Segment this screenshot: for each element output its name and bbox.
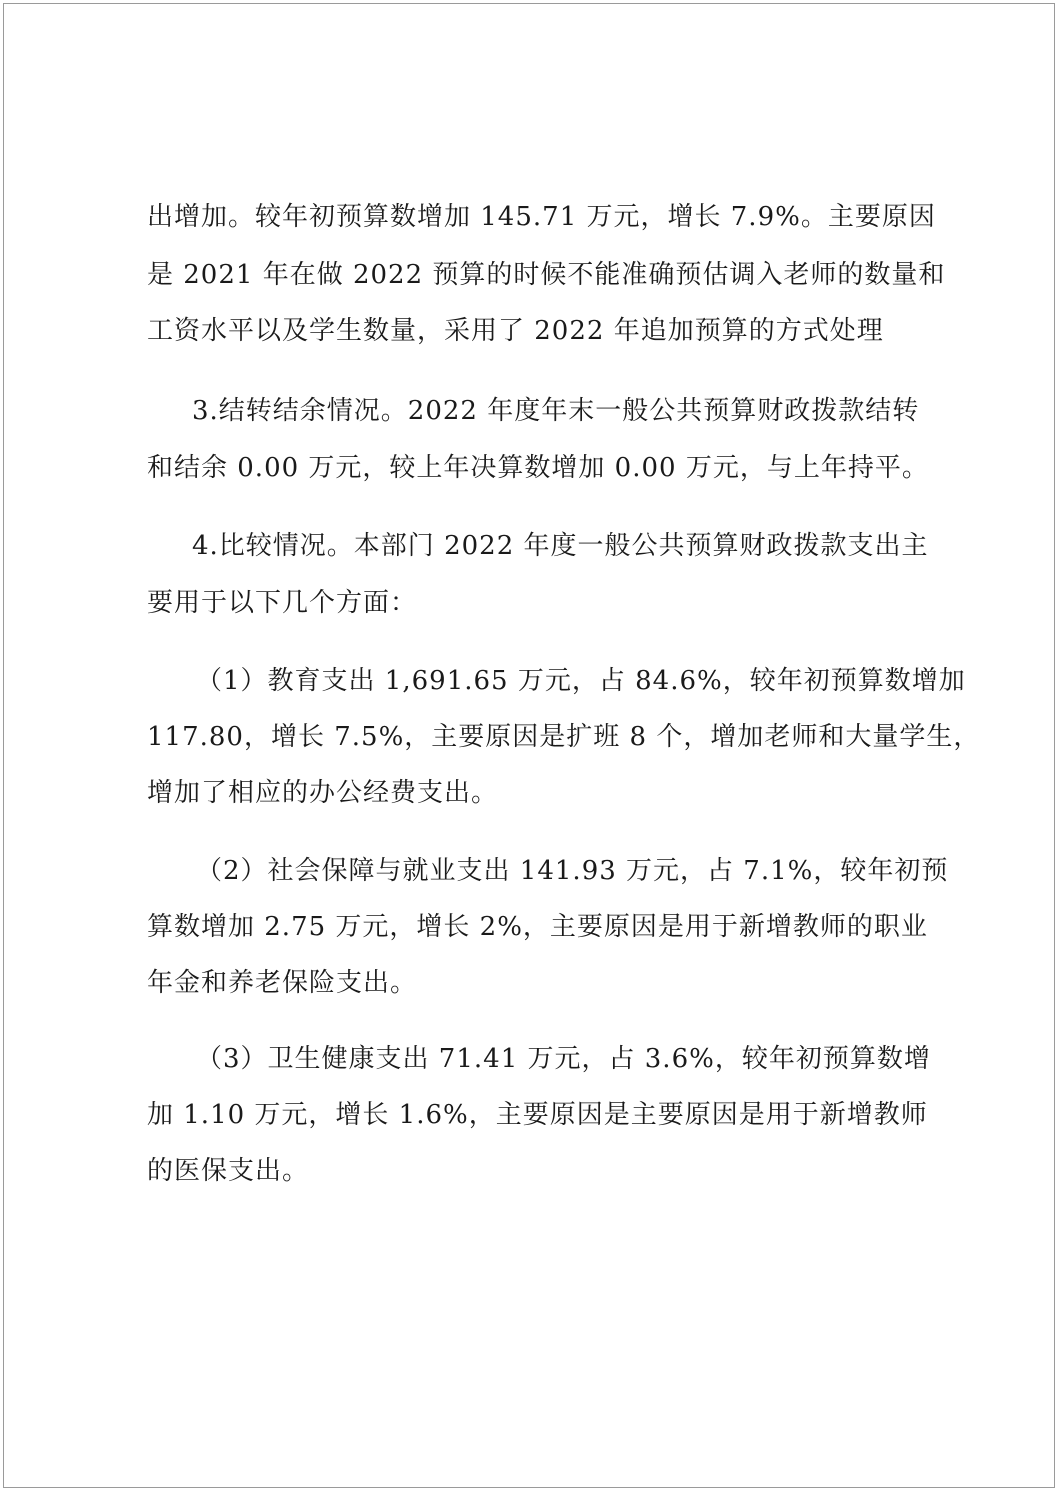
paragraph-line: 出增加。较年初预算数增加 145.71 万元，增长 7.9%。主要原因: [147, 202, 936, 232]
document-page: [3, 3, 1055, 1488]
paragraph-line: 年金和养老保险支出。: [147, 968, 418, 998]
paragraph-line: （3）卫生健康支出 71.41 万元，占 3.6%，较年初预算数增: [196, 1044, 931, 1074]
paragraph-line: 算数增加 2.75 万元，增长 2%，主要原因是用于新增教师的职业: [147, 912, 928, 942]
paragraph-line: 是 2021 年在做 2022 预算的时候不能准确预估调入老师的数量和: [147, 260, 946, 290]
paragraph-line: 要用于以下几个方面：: [147, 588, 418, 618]
paragraph-line: （1）教育支出 1,691.65 万元，占 84.6%，较年初预算数增加: [196, 666, 966, 696]
paragraph-line: （2）社会保障与就业支出 141.93 万元，占 7.1%，较年初预: [196, 856, 949, 886]
paragraph-line: 增加了相应的办公经费支出。: [147, 778, 499, 808]
paragraph-line: 工资水平以及学生数量，采用了 2022 年追加预算的方式处理: [147, 316, 884, 346]
paragraph-line: 和结余 0.00 万元，较上年决算数增加 0.00 万元，与上年持平。: [147, 453, 929, 483]
paragraph-line: 3.结转结余情况。2022 年度年末一般公共预算财政拨款结转: [192, 396, 920, 426]
paragraph-line: 4.比较情况。本部门 2022 年度一般公共预算财政拨款支出主: [192, 531, 929, 561]
paragraph-line: 的医保支出。: [147, 1156, 310, 1186]
paragraph-line: 117.80，增长 7.5%，主要原因是扩班 8 个，增加老师和大量学生，: [147, 722, 981, 752]
paragraph-line: 加 1.10 万元，增长 1.6%，主要原因是主要原因是用于新增教师: [147, 1100, 928, 1130]
